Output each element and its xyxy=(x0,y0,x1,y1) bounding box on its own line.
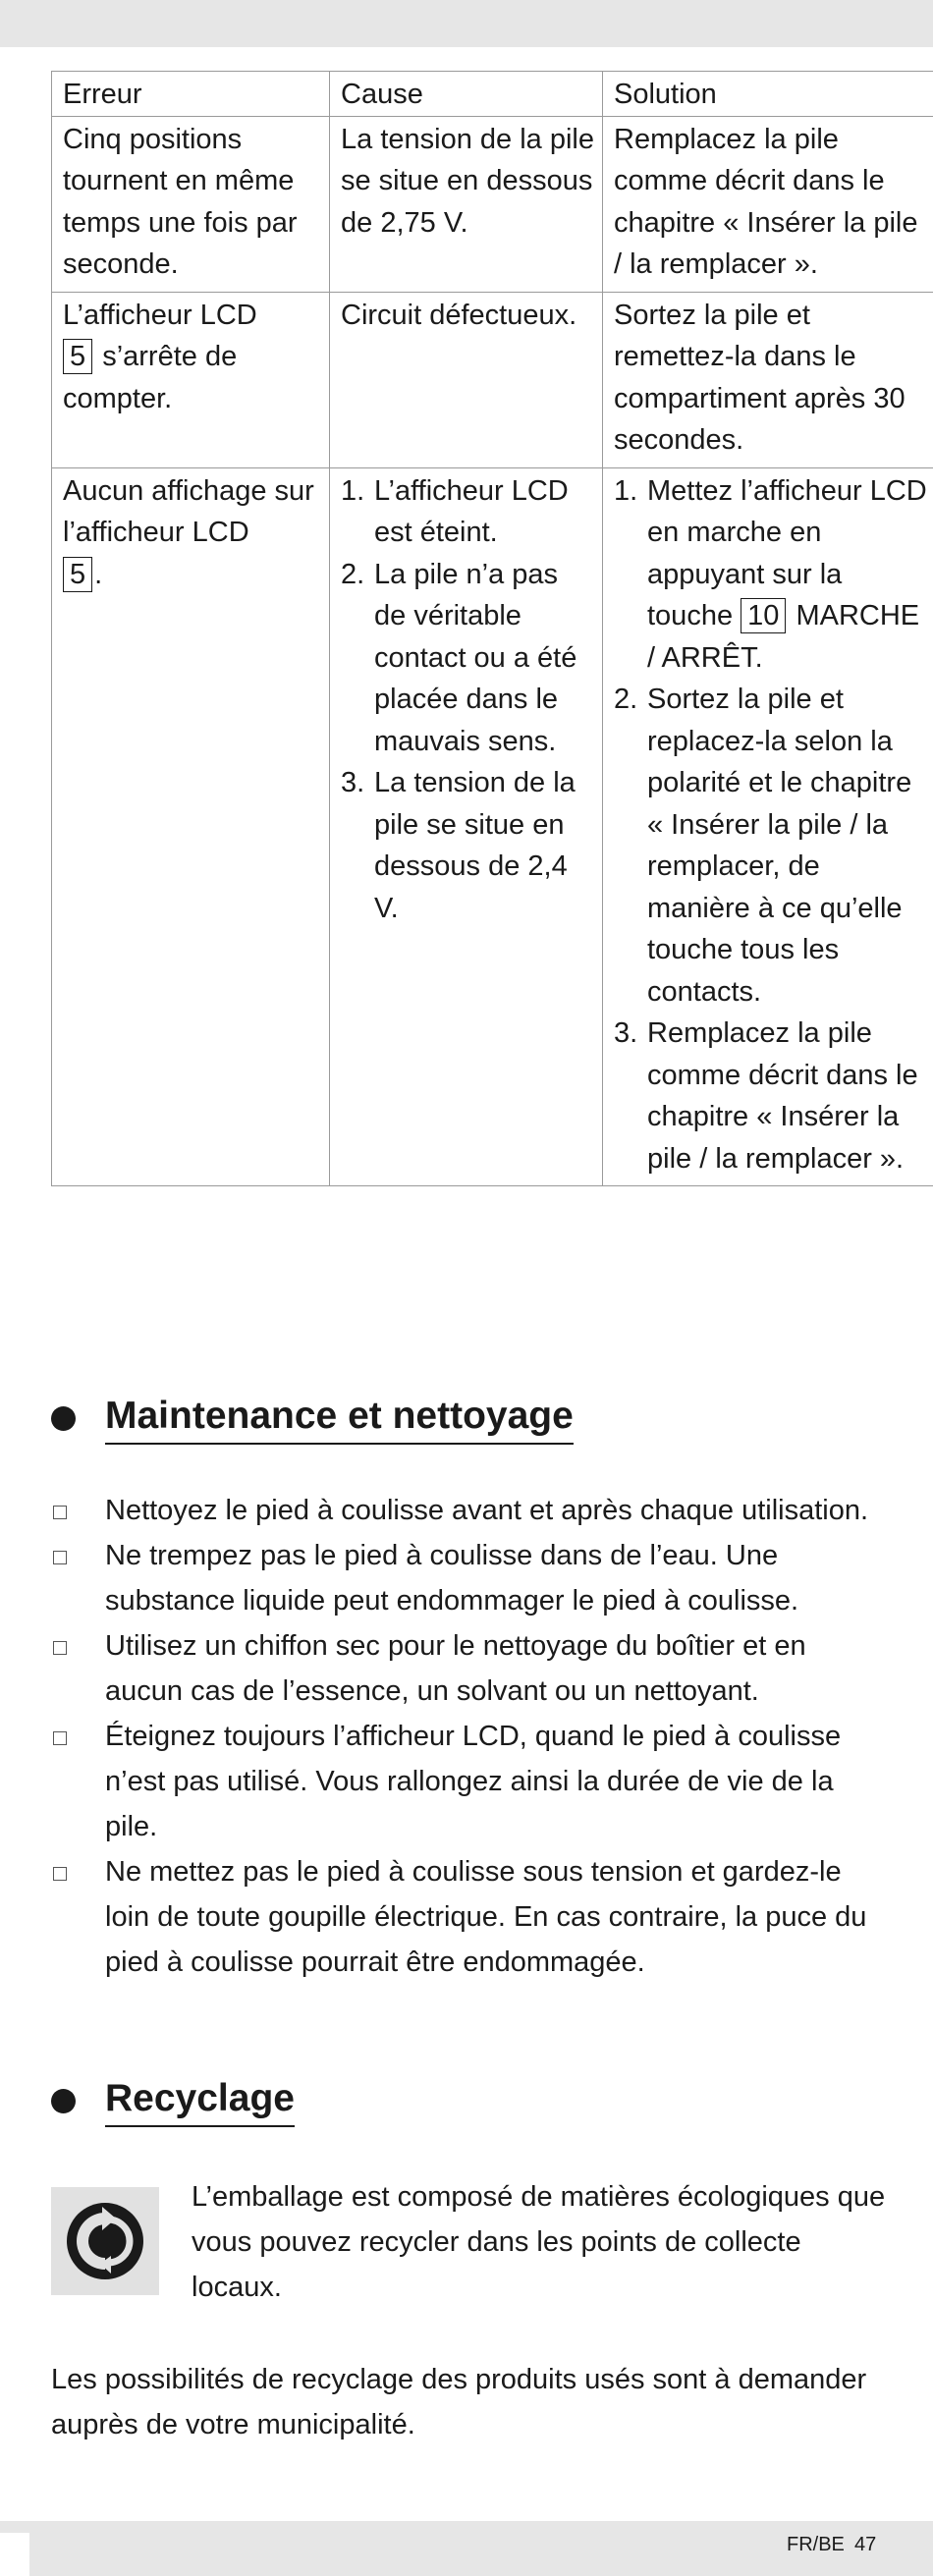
checkbox-bullet-icon xyxy=(51,1533,105,1623)
row2-cause: Circuit défectueux. xyxy=(330,292,603,467)
page-number: 47 xyxy=(854,2534,877,2555)
row1-solution: Remplacez la pile comme décrit dans le chapitre « Insérer la pile / la remplacer ». xyxy=(603,116,933,292)
list-item: Éteignez toujours l’afficheur LCD, quand le pied à coulisse n’est pas utilisé. Vous rallongez ainsi la durée de vie de la pile. xyxy=(51,1714,886,1849)
table-row xyxy=(52,292,933,467)
checkbox-bullet-icon xyxy=(51,1849,105,1985)
green-dot-recycling-icon xyxy=(51,2187,159,2295)
top-page-band xyxy=(0,0,933,47)
page-footer xyxy=(0,2521,933,2576)
troubleshooting-table xyxy=(51,71,933,1186)
recycling-heading xyxy=(51,2074,295,2127)
maintenance-heading xyxy=(51,1392,574,1445)
list-item: 3. La tension de la pile se situe en dessous de 2,4 V. xyxy=(341,767,576,924)
row1-cause: La tension de la pile se situe en dessous de 2,75 V. xyxy=(330,116,603,292)
list-item: 1. L’afficheur LCD est éteint. xyxy=(341,474,569,548)
row2-error xyxy=(52,292,330,467)
maintenance-list xyxy=(51,1488,886,1985)
checkbox-bullet-icon xyxy=(51,1623,105,1714)
municipal-recycling-text: Les possibilités de recyclage des produits usés sont à demander auprès de votre municipalité. xyxy=(51,2364,867,2440)
checkbox-bullet-icon xyxy=(51,1488,105,1533)
row3-solution xyxy=(603,467,933,1186)
list-item: 2. Sortez la pile et replacez-la selon la polarité et le chapitre « Insérer la pile / la remplacer, de manière à ce qu’elle touche tous les contacts. xyxy=(614,684,912,1008)
solution-list xyxy=(614,470,930,1180)
row2-error-prefix: L’afficheur LCD xyxy=(63,299,257,331)
list-item: 3. Remplacez la pile comme décrit dans le chapitre « Insérer la pile / la remplacer ». xyxy=(614,1017,918,1175)
on-off-button-ref: 10 xyxy=(741,598,786,633)
header-error: Erreur xyxy=(52,72,330,117)
row2-error-text: s’arrête de compter. xyxy=(63,341,238,414)
table-header-row xyxy=(52,72,933,117)
lcd-display-ref: 5 xyxy=(63,557,92,592)
footer-tab xyxy=(0,2533,29,2576)
bullet-dot-icon xyxy=(51,1406,76,1431)
language-code: FR/BE xyxy=(787,2534,845,2555)
row2-solution: Sortez la pile et remettez-la dans le compartiment après 30 secondes. xyxy=(603,292,933,467)
table-row xyxy=(52,116,933,292)
header-cause: Cause xyxy=(330,72,603,117)
recycling-title: Recyclage xyxy=(105,2074,295,2127)
row3-error-prefix: Aucun affichage sur l’afficheur LCD xyxy=(63,474,314,548)
list-item: 1. Mettez l’afficheur LCD en marche en appuyant sur la touche 10 MARCHE / ARRÊT. xyxy=(614,474,927,674)
maintenance-title: Maintenance et nettoyage xyxy=(105,1392,574,1445)
row3-cause xyxy=(330,467,603,1186)
table-row xyxy=(52,467,933,1186)
row3-error-suffix: . xyxy=(94,558,103,590)
lcd-display-ref: 5 xyxy=(63,339,92,374)
list-item: Ne trempez pas le pied à coulisse dans de l’eau. Une substance liquide peut endommager le pied à coulisse. xyxy=(51,1533,886,1623)
packaging-text: L’emballage est composé de matières écologiques que vous pouvez recycler dans les points de collecte locaux. xyxy=(192,2181,886,2303)
list-item: 2. La pile n’a pas de véritable contact ou a été placée dans le mauvais sens. xyxy=(341,558,577,757)
header-solution: Solution xyxy=(603,72,933,117)
checkbox-bullet-icon xyxy=(51,1714,105,1849)
cause-list xyxy=(341,470,594,930)
list-item: Utilisez un chiffon sec pour le nettoyage du boîtier et en aucun cas de l’essence, un solvant ou un nettoyant. xyxy=(51,1623,886,1714)
list-item: Nettoyez le pied à coulisse avant et après chaque utilisation. xyxy=(51,1488,886,1533)
bullet-dot-icon xyxy=(51,2089,76,2113)
row1-error: Cinq positions tournent en même temps une fois par seconde. xyxy=(52,116,330,292)
row3-error xyxy=(52,467,330,1186)
list-item: Ne mettez pas le pied à coulisse sous tension et gardez-le loin de toute goupille électrique. En cas contraire, la puce du pied à coulisse pourrait être endommagée. xyxy=(51,1849,886,1985)
